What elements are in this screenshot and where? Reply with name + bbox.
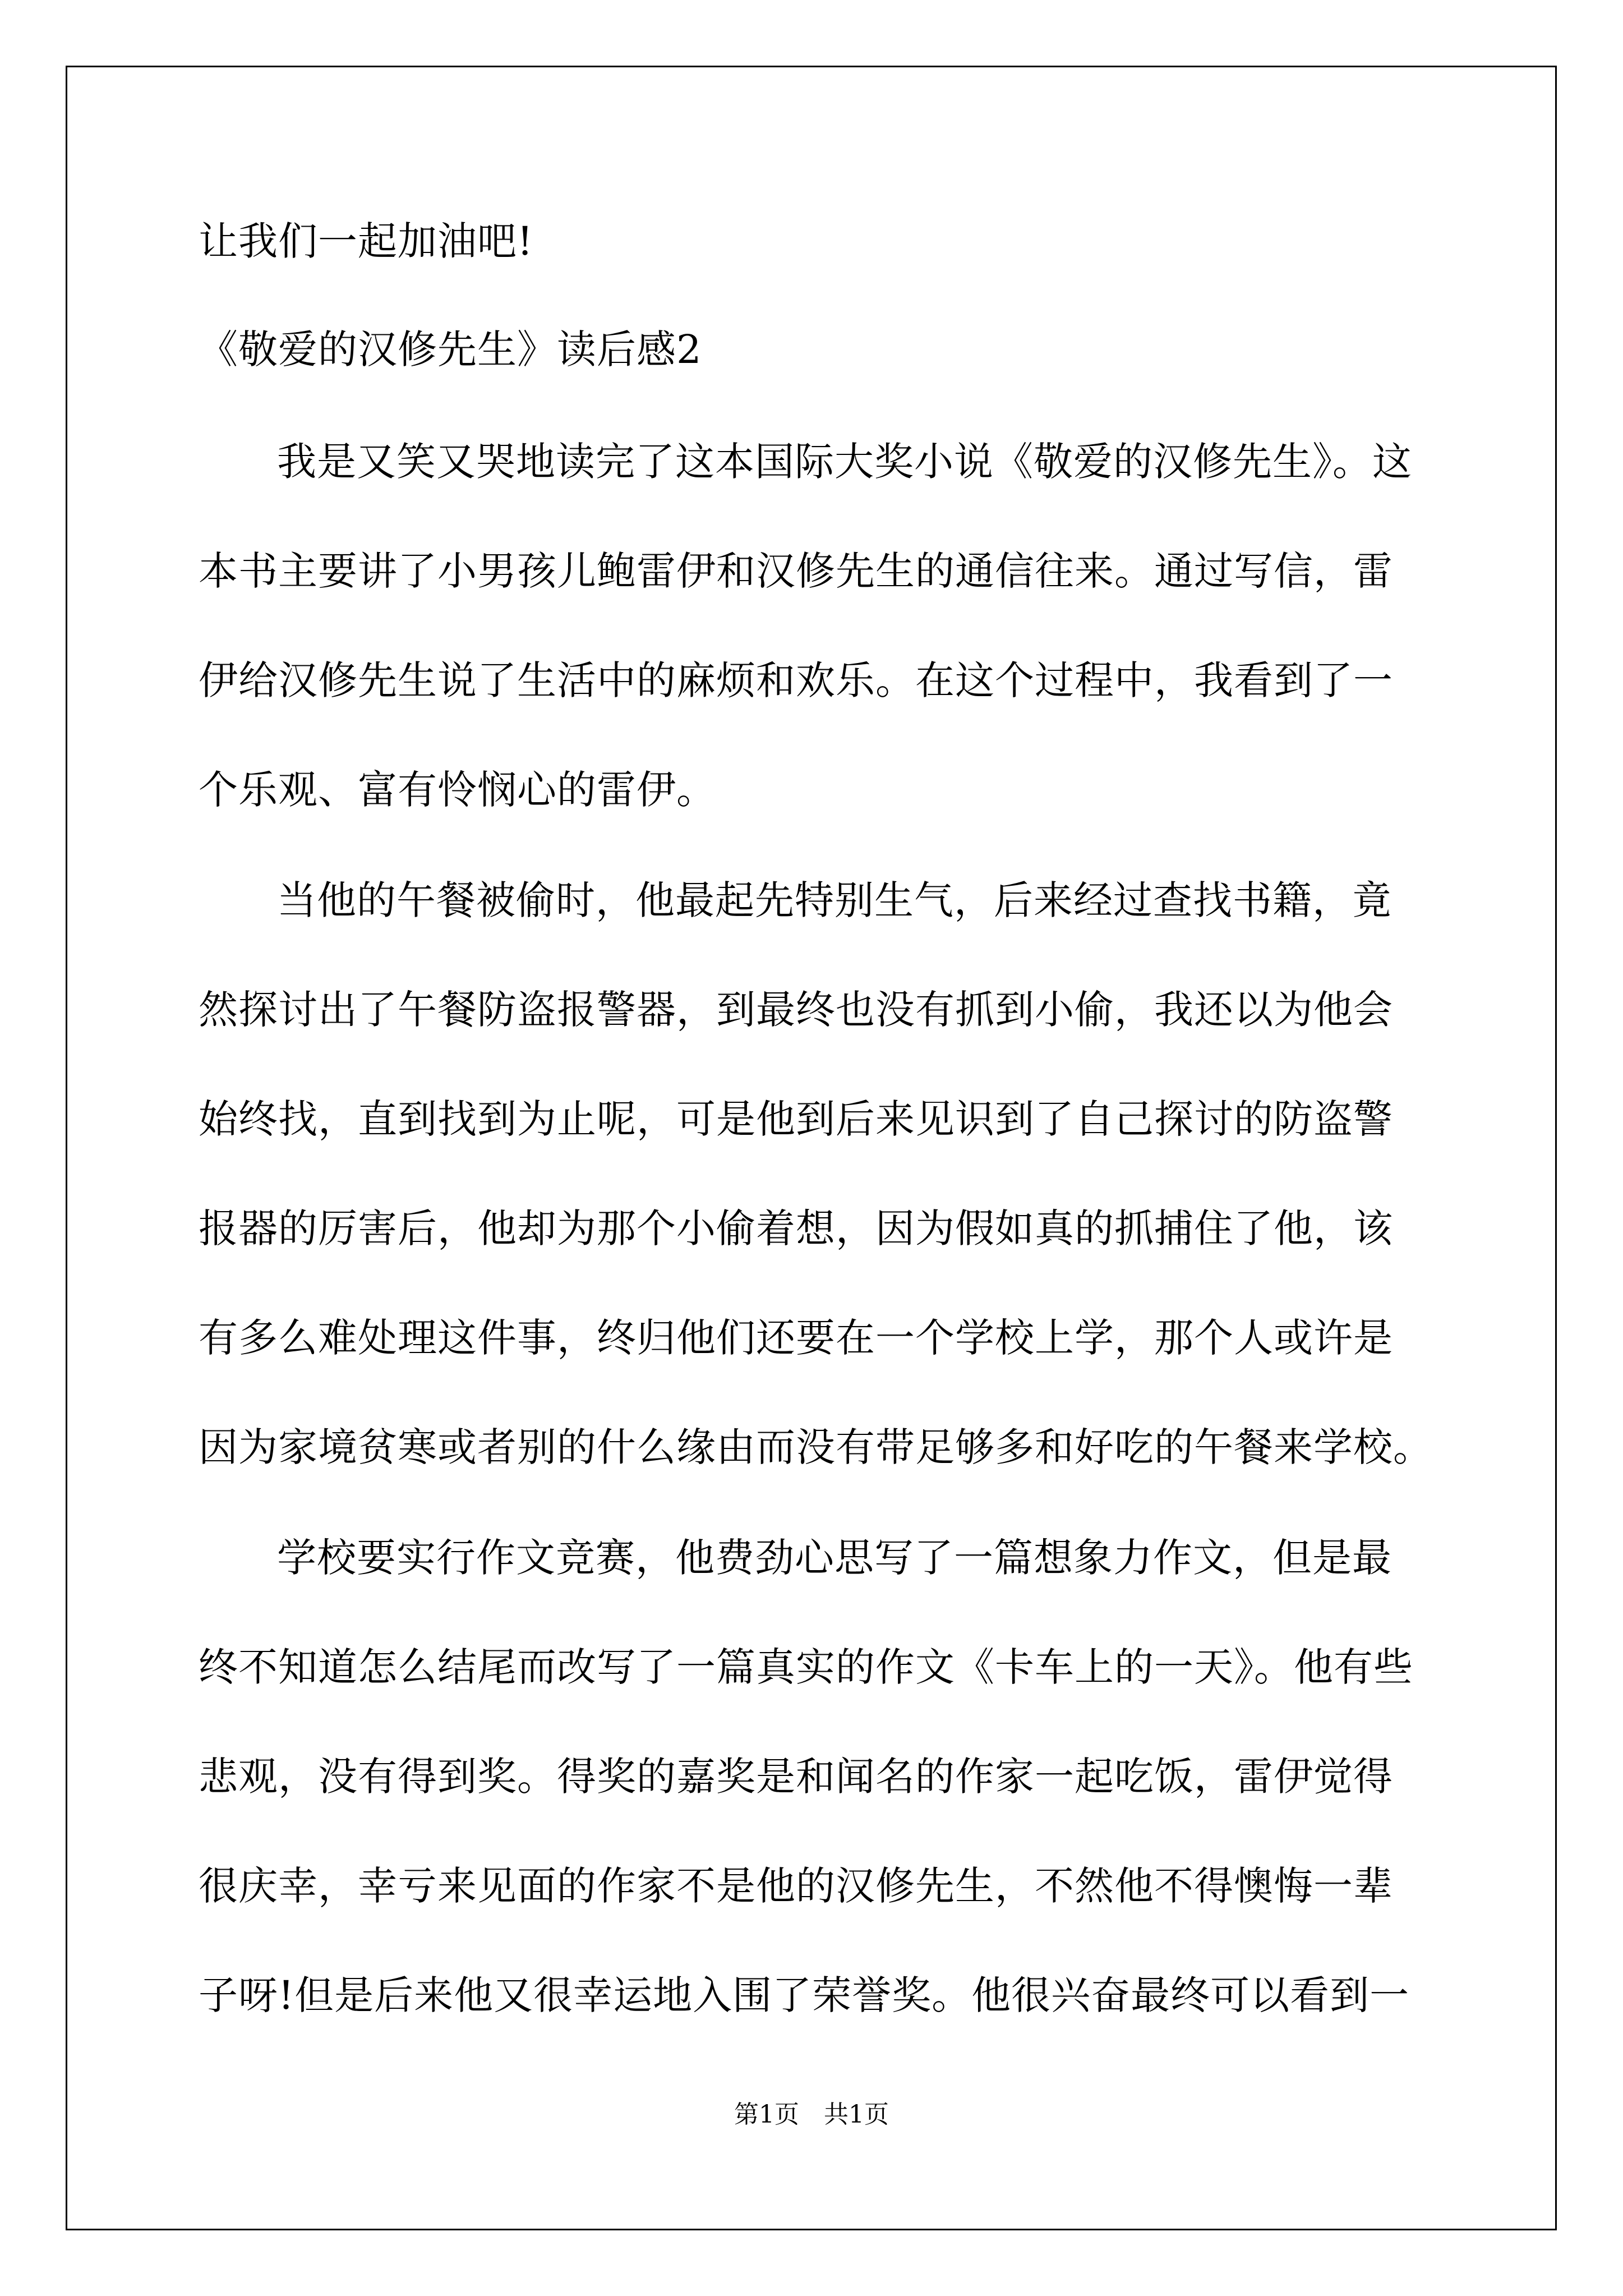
- text-line: 终不知道怎么结尾而改写了一篇真实的作文《卡车上的一天》。他有些: [199, 1644, 1413, 1690]
- text-line: 然探讨出了午餐防盗报警器，到最终也没有抓到小偷，我还以为他会: [199, 987, 1393, 1033]
- text-line: 报器的厉害后，他却为那个小偷着想，因为假如真的抓捕住了他，该: [199, 1205, 1393, 1251]
- text-line: 让我们一起加油吧!: [199, 218, 534, 264]
- text-line: 因为家境贫寒或者别的什么缘由而没有带足够多和好吃的午餐来学校。: [199, 1424, 1433, 1470]
- text-line: 始终找，直到找到为止呢，可是他到后来见识到了自己探讨的防盗警: [199, 1096, 1393, 1142]
- text-line: 很庆幸，幸亏来见面的作家不是他的汉修先生，不然他不得懊悔一辈: [199, 1863, 1393, 1909]
- text-line: 个乐观、富有怜悯心的雷伊。: [199, 767, 716, 813]
- text-line: 有多么难处理这件事，终归他们还要在一个学校上学，那个人或许是: [199, 1315, 1393, 1361]
- text-line: 悲观，没有得到奖。得奖的嘉奖是和闻名的作家一起吃饭，雷伊觉得: [199, 1754, 1393, 1800]
- text-line: 学校要实行作文竞赛，他费劲心思写了一篇想象力作文，但是最: [277, 1535, 1392, 1581]
- text-line: 伊给汉修先生说了生活中的麻烦和欢乐。在这个过程中，我看到了一: [199, 657, 1393, 703]
- text-line: 子呀!但是后来他又很幸运地入围了荣誉奖。他很兴奋最终可以看到一: [199, 1972, 1410, 2018]
- text-line: 当他的午餐被偷时，他最起先特别生气，后来经过查找书籍，竟: [277, 877, 1392, 923]
- page-footer: 第1页 共1页: [734, 2100, 889, 2129]
- text-line: 我是又笑又哭地读完了这本国际大奖小说《敬爱的汉修先生》。这: [277, 439, 1412, 485]
- text-line: 本书主要讲了小男孩儿鲍雷伊和汉修先生的通信往来。通过写信，雷: [199, 548, 1393, 594]
- section-title: 《敬爱的汉修先生》读后感2: [199, 326, 702, 372]
